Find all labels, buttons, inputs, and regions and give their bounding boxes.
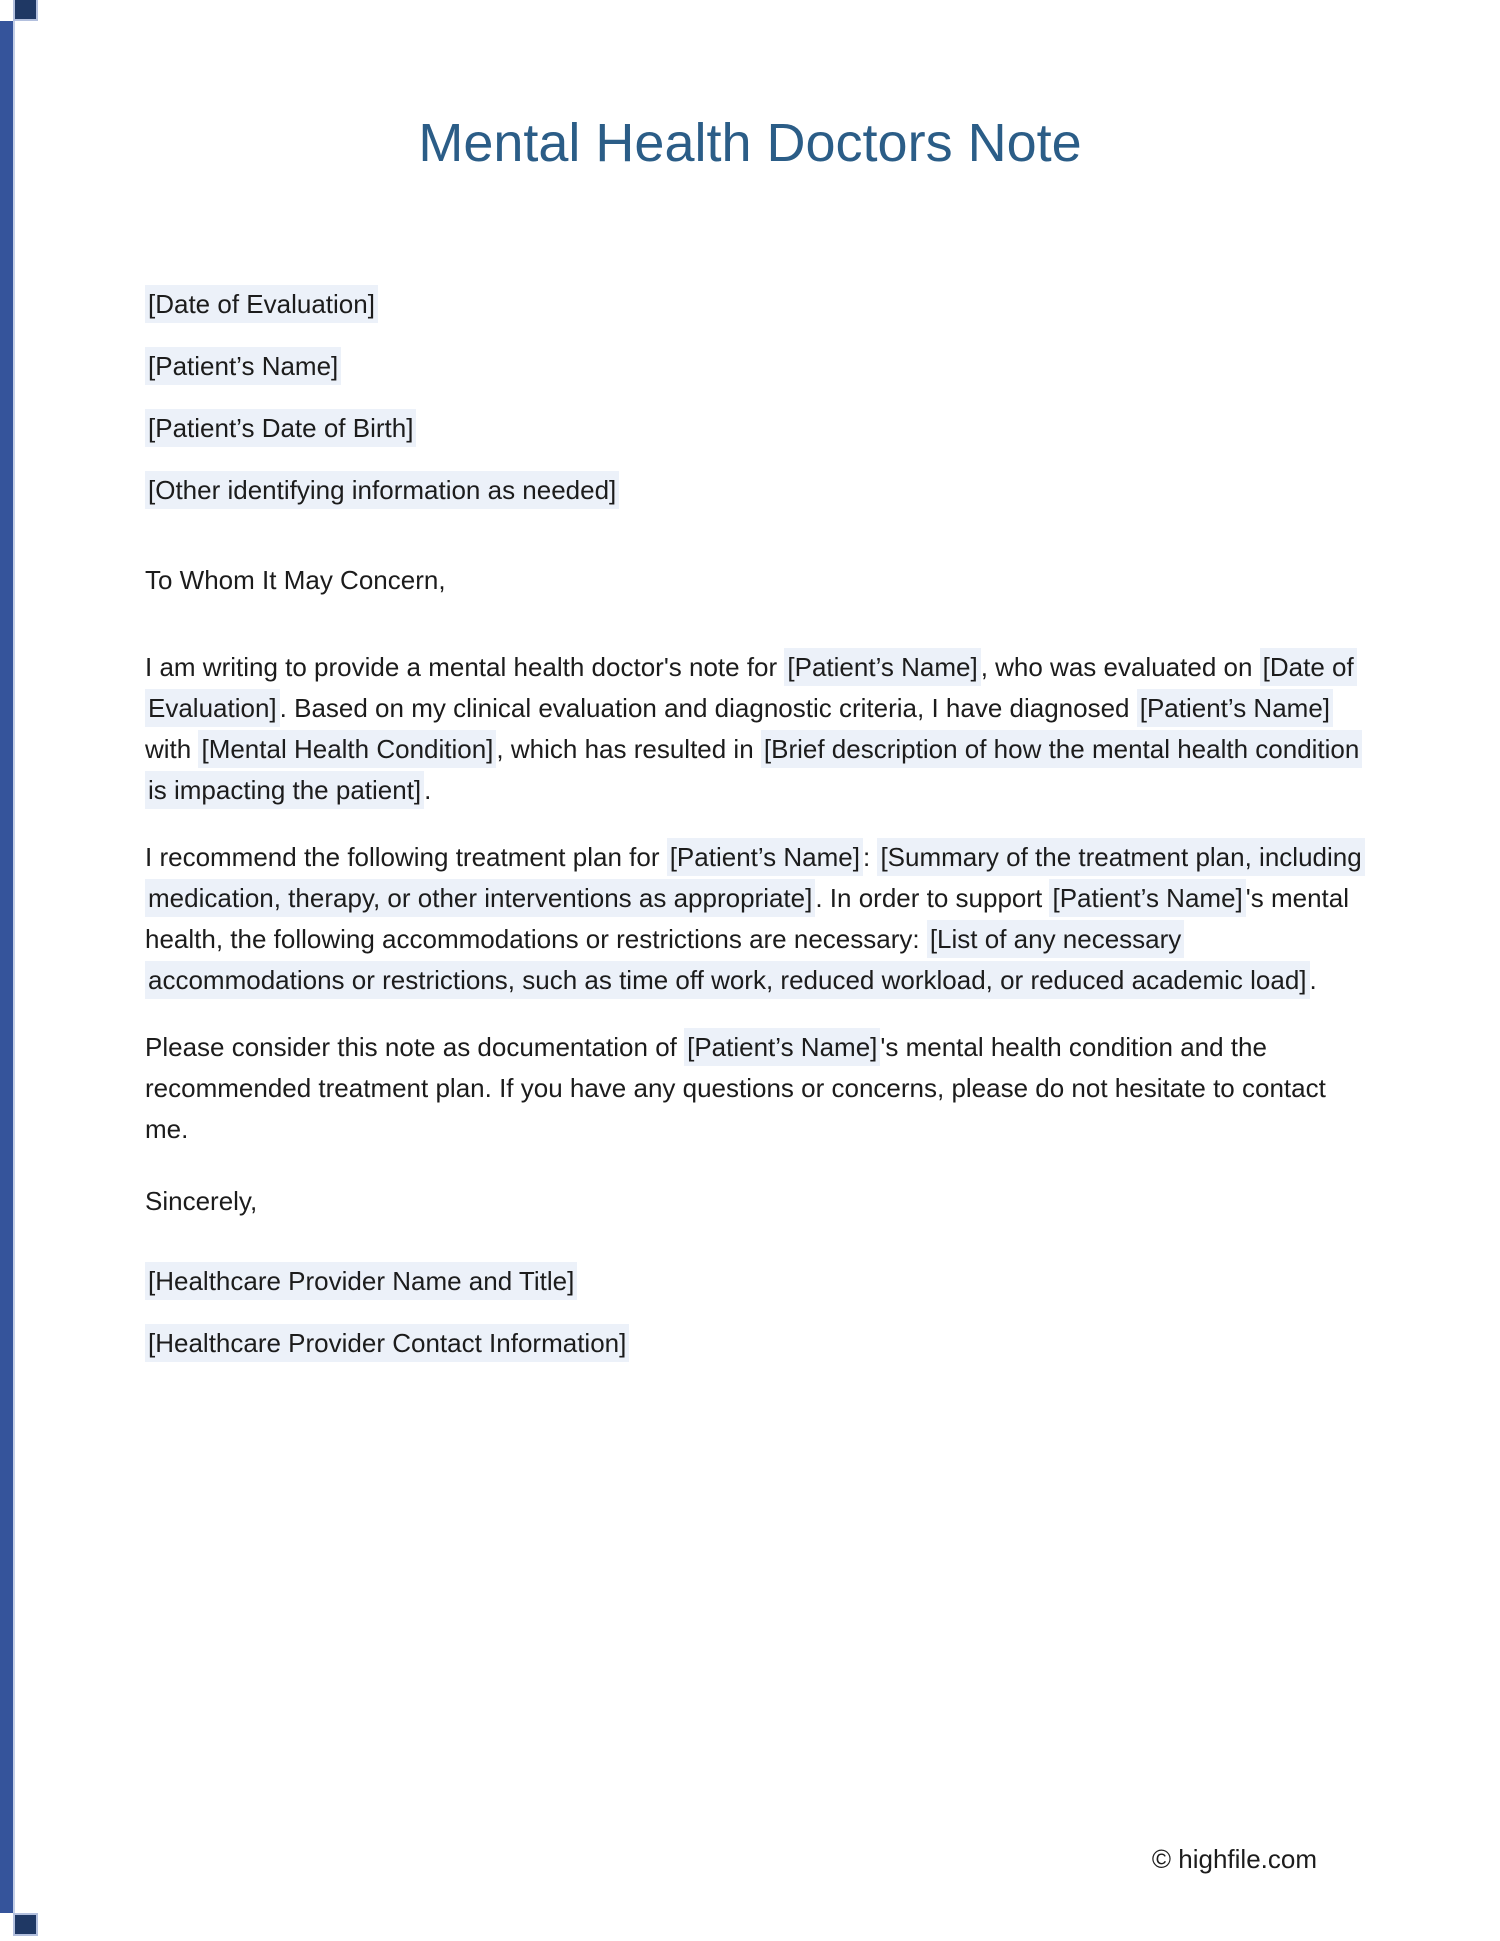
text-run: : <box>862 842 878 872</box>
body-paragraph <box>145 647 1368 811</box>
left-accent-bar <box>0 21 15 1913</box>
placeholder-field: [Mental Health Condition] <box>198 730 496 768</box>
placeholder-field: [Brief description of how the mental health condition is impacting the patient] <box>145 730 1362 809</box>
body-paragraph <box>145 1027 1368 1150</box>
text-run: 's mental health condition and the recommended treatment plan. If you have any questions or concerns, please do not hesitate to contact me. <box>145 1032 1326 1144</box>
text-run: I am writing to provide a mental health doctor's note for <box>145 652 785 682</box>
header-line <box>145 471 1368 509</box>
document-title: Mental Health Doctors Note <box>418 113 1082 173</box>
text-run: , which has resulted in <box>496 734 761 764</box>
text-run: 's mental health, the following accommodations or restrictions are necessary: <box>145 883 1349 954</box>
text-run: . In order to support <box>815 883 1050 913</box>
placeholder-field: [Patient’s Name] <box>1137 689 1333 727</box>
text-run: with <box>145 734 199 764</box>
placeholder-field: [Healthcare Provider Contact Information] <box>145 1324 629 1362</box>
text-run: . <box>1309 965 1317 995</box>
header-line <box>145 347 1368 385</box>
top-left-accent-square <box>13 0 38 21</box>
placeholder-field: [Patient’s Name] <box>145 347 341 385</box>
placeholder-field: [Summary of the treatment plan, including medication, therapy, or other interventions as appropriate] <box>145 838 1365 917</box>
placeholder-field: [List of any necessary accommodations or restrictions, such as time off work, reduced workload, or reduced academic load] <box>145 920 1310 999</box>
placeholder-field: [Patient’s Name] <box>684 1028 880 1066</box>
placeholder-field: [Healthcare Provider Name and Title] <box>145 1262 577 1300</box>
header-line <box>145 285 1368 323</box>
signature-line <box>145 1262 1368 1300</box>
bottom-left-accent-square <box>13 1913 38 1936</box>
footer-credit: © highfile.com <box>1151 1844 1317 1874</box>
text-run: . <box>424 775 432 805</box>
body-paragraph <box>145 837 1368 1001</box>
text-run: Please consider this note as documentation of <box>145 1032 685 1062</box>
letter-body <box>145 285 1368 1362</box>
placeholder-field: [Other identifying information as needed] <box>145 471 619 509</box>
text-run: I recommend the following treatment plan for <box>145 842 667 872</box>
placeholder-field: [Patient’s Name] <box>784 648 980 686</box>
closing: Sincerely, <box>145 1186 258 1216</box>
placeholder-field: [Patient’s Name] <box>1049 879 1245 917</box>
placeholder-field: [Date of Evaluation] <box>145 648 1357 727</box>
placeholder-field: [Patient’s Name] <box>667 838 863 876</box>
signature-line <box>145 1324 1368 1362</box>
text-run: . Based on my clinical evaluation and diagnostic criteria, I have diagnosed <box>279 693 1137 723</box>
salutation: To Whom It May Concern, <box>145 565 446 595</box>
placeholder-field: [Date of Evaluation] <box>145 285 378 323</box>
signature-block <box>145 1262 1368 1362</box>
header-line <box>145 409 1368 447</box>
text-run: , who was evaluated on <box>980 652 1260 682</box>
placeholder-field: [Patient’s Date of Birth] <box>145 409 416 447</box>
